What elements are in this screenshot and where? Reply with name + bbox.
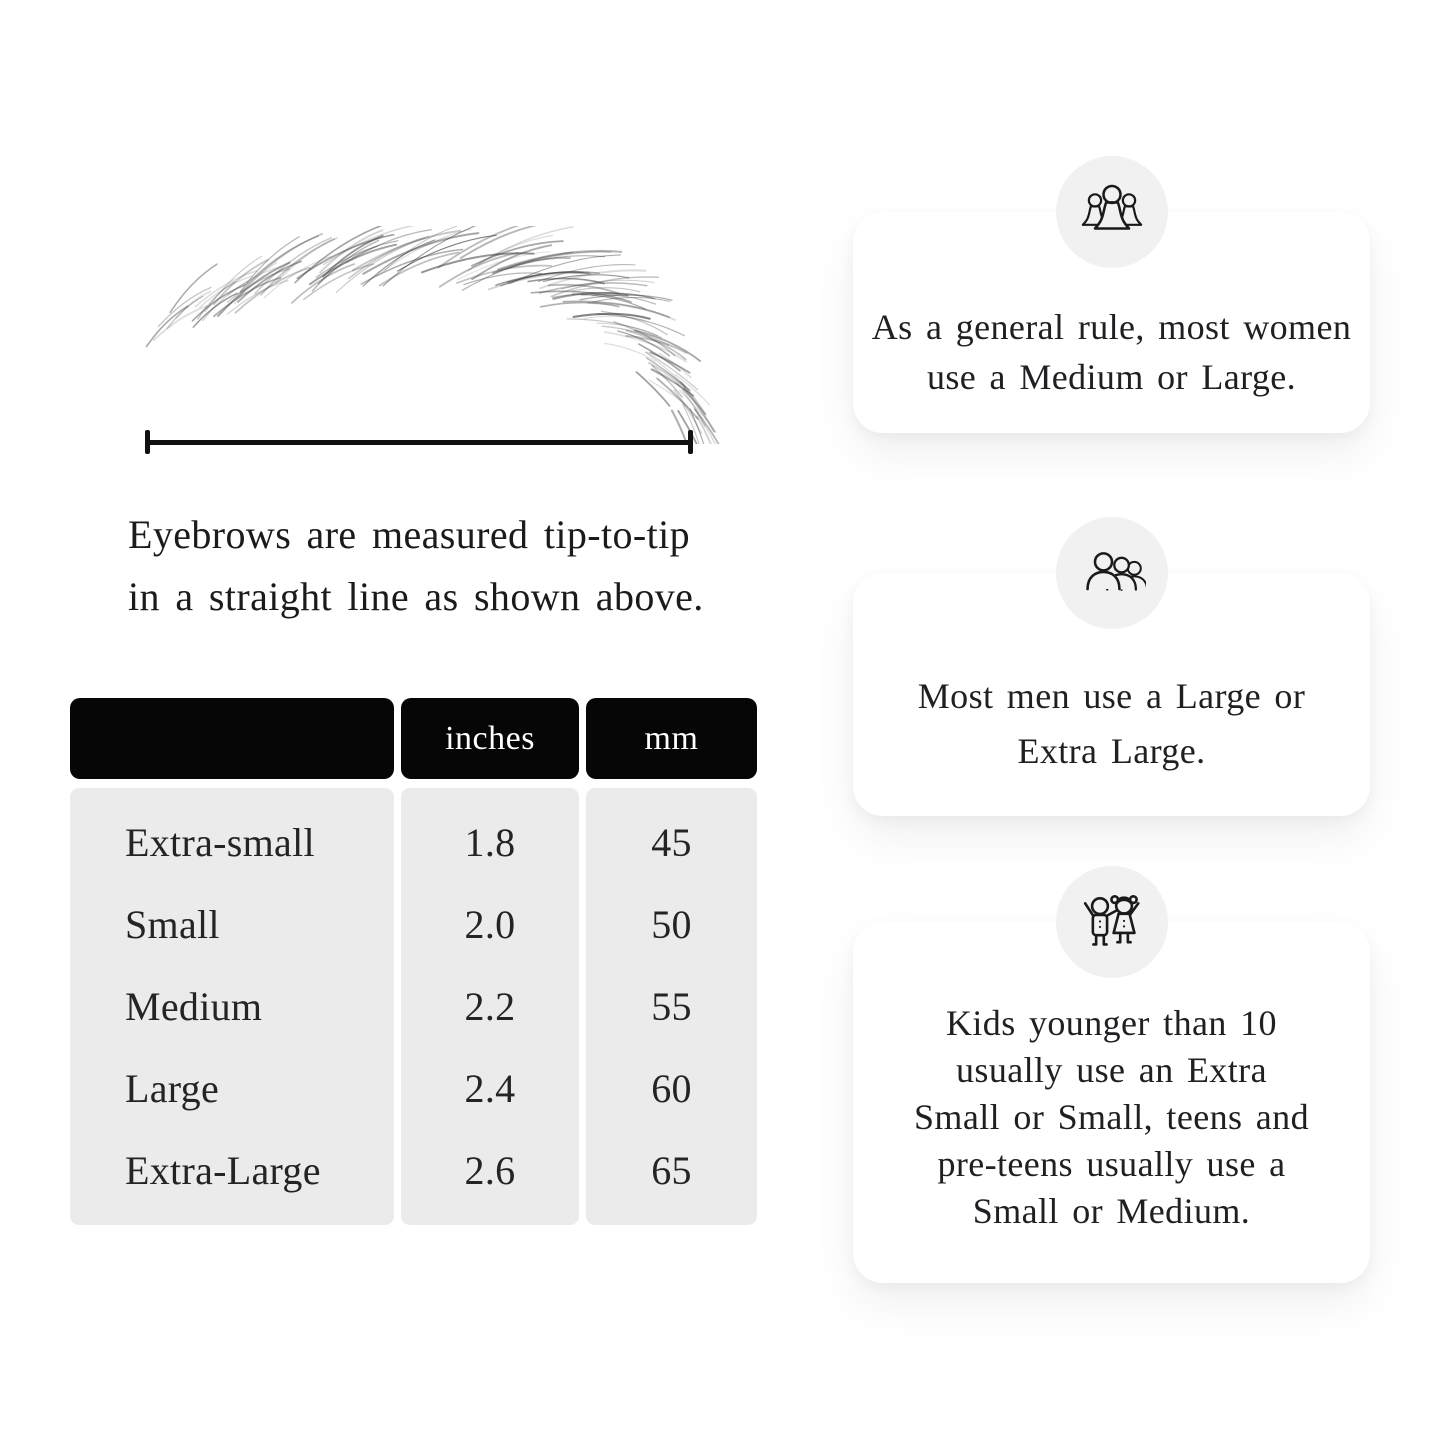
- kids-card-line-1: Kids younger than 10: [946, 1003, 1277, 1043]
- table-cell-inches-value: 2.6: [464, 1147, 516, 1193]
- table-column-mm: [586, 788, 757, 1225]
- table-cell-mm-value: 55: [651, 983, 692, 1029]
- women-card-text: [872, 302, 1351, 402]
- men-group-icon: [1078, 539, 1146, 607]
- kids-card-line-3: Small or Small, teens and: [914, 1097, 1309, 1137]
- size-table: [70, 698, 758, 1225]
- men-card-text: [918, 669, 1305, 779]
- kids-card-line-4: pre-teens usually use a: [937, 1144, 1286, 1184]
- measurement-line-right-cap: [688, 430, 693, 454]
- table-cell-inches-value: 1.8: [464, 820, 516, 866]
- men-icon-circle: [1056, 517, 1168, 629]
- table-cell-inches-value: 2.2: [464, 983, 516, 1029]
- women-group-icon: [1078, 178, 1146, 246]
- kids-icon-circle: [1056, 866, 1168, 978]
- kids-icon: [1077, 887, 1147, 957]
- measurement-line: [145, 430, 693, 454]
- table-header-mm: mm: [586, 698, 757, 779]
- kids-card-line-5: Small or Medium.: [972, 1191, 1251, 1231]
- eyebrow-illustration: [105, 226, 725, 444]
- info-card-men: [853, 573, 1370, 816]
- table-cell-mm-value: 45: [651, 820, 692, 866]
- table-column-sizes: [70, 788, 394, 1225]
- men-card-line-2: Extra Large.: [1017, 730, 1206, 771]
- women-icon-circle: [1056, 156, 1168, 268]
- caption-line-1: Eyebrows are measured tip-to-tip: [128, 512, 691, 557]
- table-cell-inches-value: 2.4: [464, 1065, 516, 1111]
- info-card-kids: [853, 922, 1370, 1283]
- kids-card-line-2: usually use an Extra: [956, 1050, 1267, 1090]
- table-cell-size-label: Extra-Large: [125, 1147, 321, 1193]
- table-cell-mm-value: 65: [651, 1147, 692, 1193]
- table-header-blank: [70, 698, 394, 779]
- caption-line-2: in a straight line as shown above.: [128, 574, 704, 619]
- info-card-women: [853, 212, 1370, 433]
- eyebrow-sketch: [105, 226, 725, 444]
- table-cell-inches-value: 2.0: [464, 902, 516, 948]
- table-cell-mm-value: 50: [651, 902, 692, 948]
- table-cell-mm-value: 60: [651, 1065, 692, 1111]
- men-card-line-1: Most men use a Large or: [917, 675, 1306, 716]
- table-column-inches: [401, 788, 579, 1225]
- kids-card-text: [914, 1000, 1309, 1235]
- women-card-line-1: As a general rule, most women: [871, 307, 1352, 347]
- table-cell-size-label: Small: [125, 902, 220, 948]
- table-cell-size-label: Large: [125, 1065, 220, 1111]
- measurement-line-bar: [150, 440, 688, 445]
- women-card-line-2: use a Medium or Large.: [926, 357, 1297, 397]
- measurement-caption: [128, 504, 748, 628]
- table-cell-size-label: Medium: [125, 983, 263, 1029]
- table-header-inches: inches: [401, 698, 579, 779]
- table-cell-size-label: Extra-small: [125, 820, 315, 866]
